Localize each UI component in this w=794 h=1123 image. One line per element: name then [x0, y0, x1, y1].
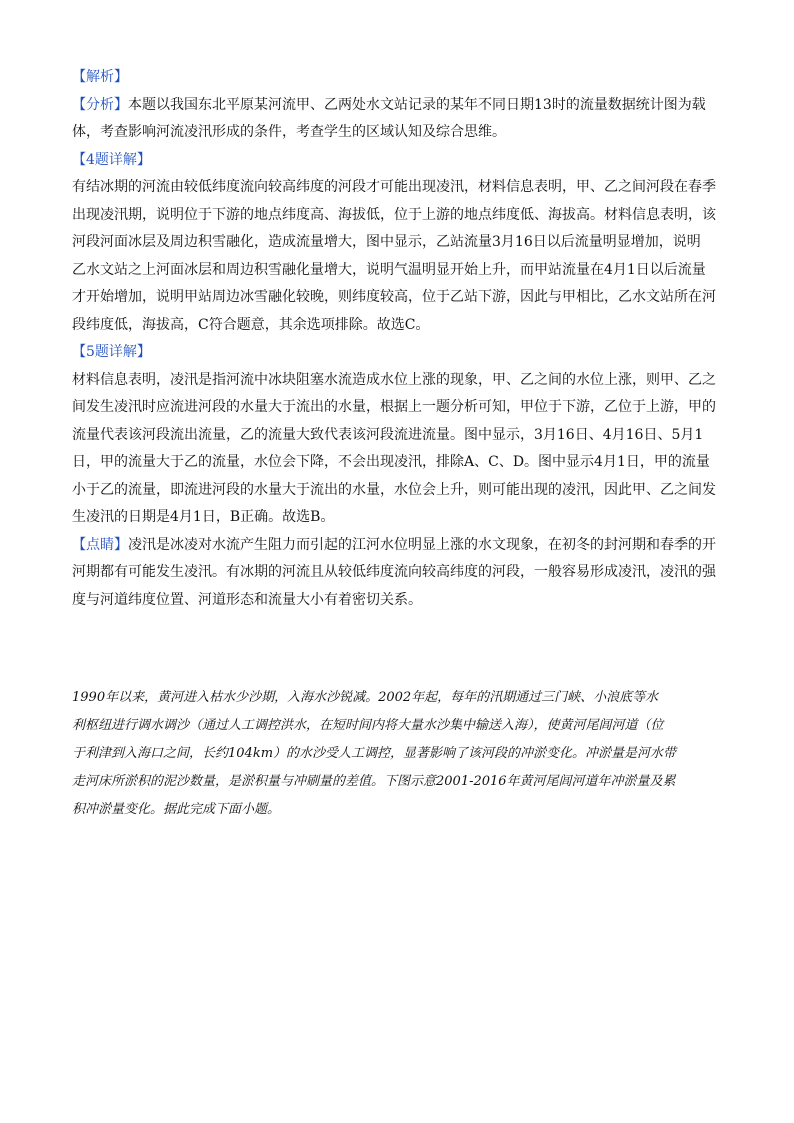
dianjing-line-1: [72, 532, 724, 560]
dianjing-tag: 【点睛】: [72, 536, 128, 553]
fenxi-text-1: 本题以我国东北平原某河流甲、乙两处水文站记录的某年不同日期13时的流量数据统计图为载: [128, 96, 706, 113]
passage-line-3: 于利津到入海口之间，长约104km）的水沙受人工调控，显著影响了该河段的冲淤变化。冲淤量是河水带: [72, 746, 677, 761]
q5-heading: 【5题详解】: [72, 344, 151, 360]
q5-line-5: 小于乙的流量，即流进河段的水量大于流出的水量，水位会上升，则可能出现的凌汛，因此甲、乙之间发: [72, 481, 716, 498]
q4-line-1: 有结冰期的河流由较低纬度流向较高纬度的河段才可能出现凌汛，材料信息表明，甲、乙之间河段在春季: [72, 179, 716, 195]
q4-line-5: 才开始增加，说明甲站周边冰雪融化较晚，则纬度较高，位于乙站下游，因此与甲相比，乙水文站所在河: [72, 289, 716, 305]
passage-line-1: 1990年以来，黄河进入枯水少沙期，入海水沙锐减。2002年起，每年的汛期通过三门峡、小浪底等水: [72, 690, 659, 705]
q5-line-4: 日，甲的流量大于乙的流量，水位会下降，不会出现凌汛，排除A、C、D。图中显示4月1日，甲的流量: [72, 454, 710, 470]
passage-line-4: 走河床所淤积的泥沙数量，是淤积量与冲刷量的差值。下图示意2001-2016年黄河尾闾河道年冲淤量及累: [72, 774, 676, 789]
dianjing-line-3: 度与河道纬度位置、河道形态和流量大小有着密切关系。: [72, 591, 422, 608]
fenxi-line-1: [72, 92, 724, 120]
passage-line-2: 利枢纽进行调水调沙（通过人工调控洪水，在短时间内将大量水沙集中输送入海），使黄河尾闾河道（位: [72, 718, 664, 733]
q4-line-3: 河段河面冰层及周边积雪融化，造成流量增大，图中显示，乙站流量3月16日以后流量明显增加，说明: [72, 234, 701, 250]
q4-heading: 【4题详解】: [72, 151, 151, 168]
dianjing-text-1: 凌汛是冰凌对水流产生阻力而引起的江河水位明显上涨的水文现象，在初冬的封河期和春季的开: [128, 536, 716, 553]
reading-passage: [72, 684, 732, 824]
q5-line-3: 流量代表该河段流出流量，乙的流量大致代表该河段流进流量。图中显示，3月16日、4月16日、5月1: [72, 426, 704, 443]
q4-line-6: 段纬度低，海拔高，C符合题意，其余选项排除。故选C。: [72, 316, 430, 333]
q4-line-4: 乙水文站之上河面冰层和周边积雪融化量增大，说明气温明显开始上升，而甲站流量在4月1日以后流量: [72, 261, 706, 278]
jiexi-heading: 【解析】: [72, 69, 128, 85]
q5-line-1: 材料信息表明，凌汛是指河流中冰块阻塞水流造成水位上涨的现象，甲、乙之间的水位上涨，则甲、乙之: [72, 371, 716, 388]
dianjing-line-2: 河期都有可能发生凌汛。有冰期的河流且从较低纬度流向较高纬度的河段，一般容易形成凌汛，凌汛的强: [72, 564, 716, 580]
fenxi-tag: 【分析】: [72, 96, 128, 113]
passage-line-5: 积冲淤量变化。据此完成下面小题。: [72, 802, 281, 817]
q5-line-6: 生凌汛的日期是4月1日，B正确。故选B。: [72, 509, 335, 525]
answer-explanation: [72, 64, 724, 614]
q5-line-2: 间发生凌汛时应流进河段的水量大于流出的水量，根据上一题分析可知，甲位于下游，乙位于上游，甲的: [72, 399, 716, 415]
q4-line-2: 出现凌汛期，说明位于下游的地点纬度高、海拔低，位于上游的地点纬度低、海拔高。材料信息表明，该: [72, 206, 716, 223]
fenxi-line-2: 体，考查影响河流凌汛形成的条件，考查学生的区域认知及综合思维。: [72, 124, 506, 140]
